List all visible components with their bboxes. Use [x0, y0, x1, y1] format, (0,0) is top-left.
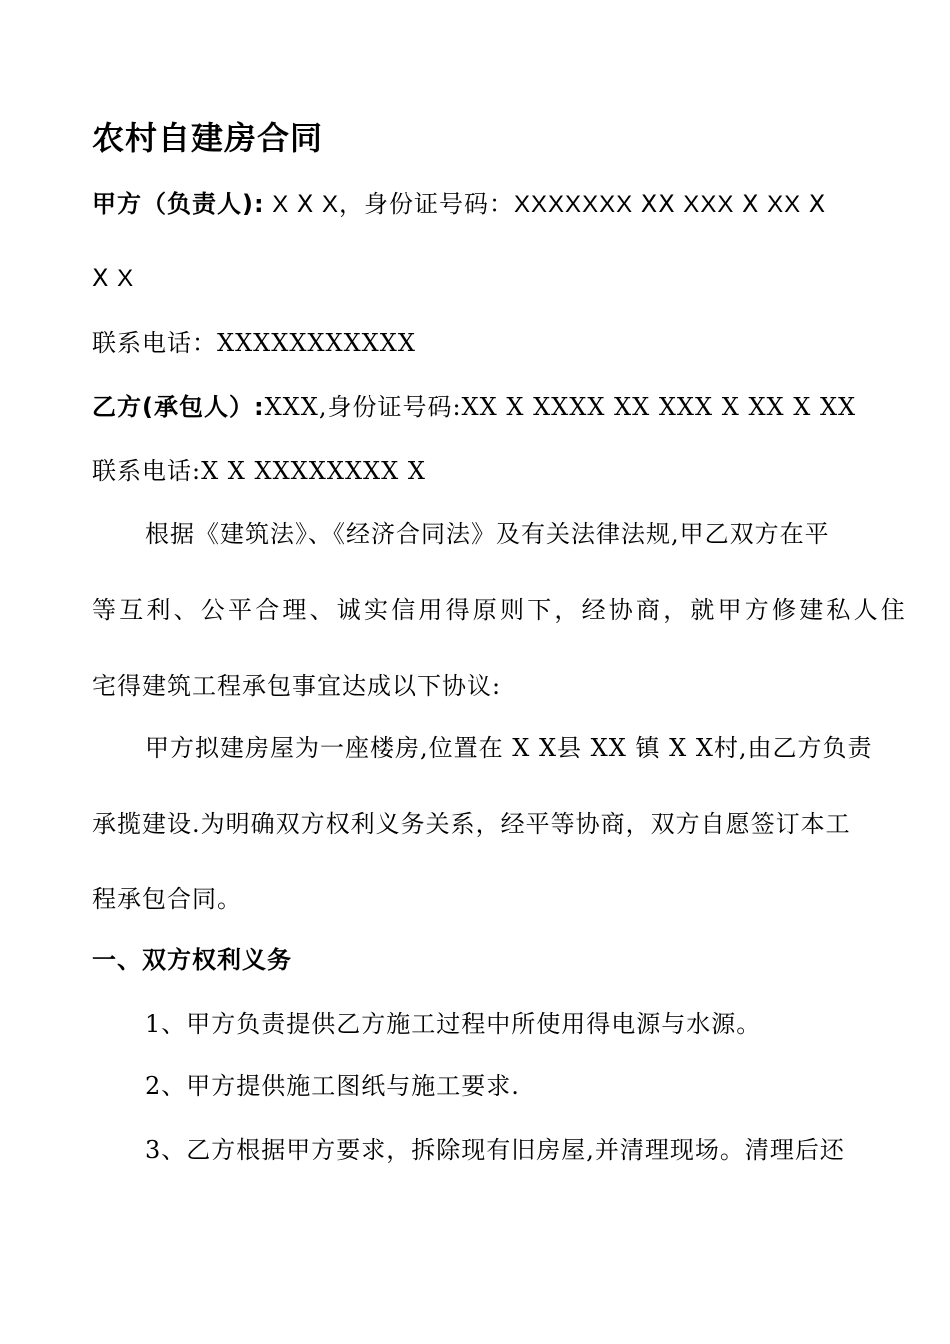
party-b-label: 乙方(承包人）:	[92, 393, 265, 421]
project-line-1: 甲方拟建房屋为一座楼房,位置在 X Ⅹ县 XX 镇 X Ⅹ村,由乙方负责	[145, 734, 873, 762]
preamble-line-1: 根据《建筑法》、《经济合同法》及有关法律法规,甲乙双方在平	[145, 520, 830, 548]
section-1-heading: 一、双方权利义务	[92, 946, 292, 974]
preamble-line-3: 宅得建筑工程承包事宜达成以下协议:	[92, 672, 502, 700]
section-1-item-3: 3、乙方根据甲方要求，拆除现有旧房屋,并清理现场。清理后还	[145, 1136, 845, 1164]
project-line-3: 程承包合同。	[92, 885, 242, 913]
document-title: 农村自建房合同	[92, 119, 324, 157]
party-b-id: XXX,身份证号码:XX Ⅹ XXXX ⅩⅩ XXX Ⅹ XX Ⅹ XX	[264, 393, 857, 421]
party-a-label: 甲方（负责人):	[92, 190, 265, 218]
party-a-phone: 联系电话：XXXXXXXXXXX	[92, 329, 416, 357]
party-a-line	[92, 189, 826, 220]
section-1-item-2: 2、甲方提供施工图纸与施工要求.	[145, 1072, 520, 1100]
party-a-id-continued: Ⅹ X	[92, 265, 135, 292]
project-line-2: 承揽建设.为明确双方权利义务关系，经平等协商，双方自愿签订本工	[92, 810, 851, 838]
preamble-line-2: 等互利、公平合理、诚实信用得原则下，经协商，就甲方修建私人住	[92, 596, 908, 624]
party-a-id: X Ⅹ X，身份证号码：XXXXXXX ⅩⅩ XXX Ⅹ XX Ⅹ	[264, 191, 827, 218]
party-b-phone: 联系电话:X Ⅹ XXXXXXXX Ⅹ	[92, 457, 426, 485]
section-1-item-1: 1、甲方负责提供乙方施工过程中所使用得电源与水源。	[145, 1010, 762, 1038]
party-b-line	[92, 392, 856, 422]
